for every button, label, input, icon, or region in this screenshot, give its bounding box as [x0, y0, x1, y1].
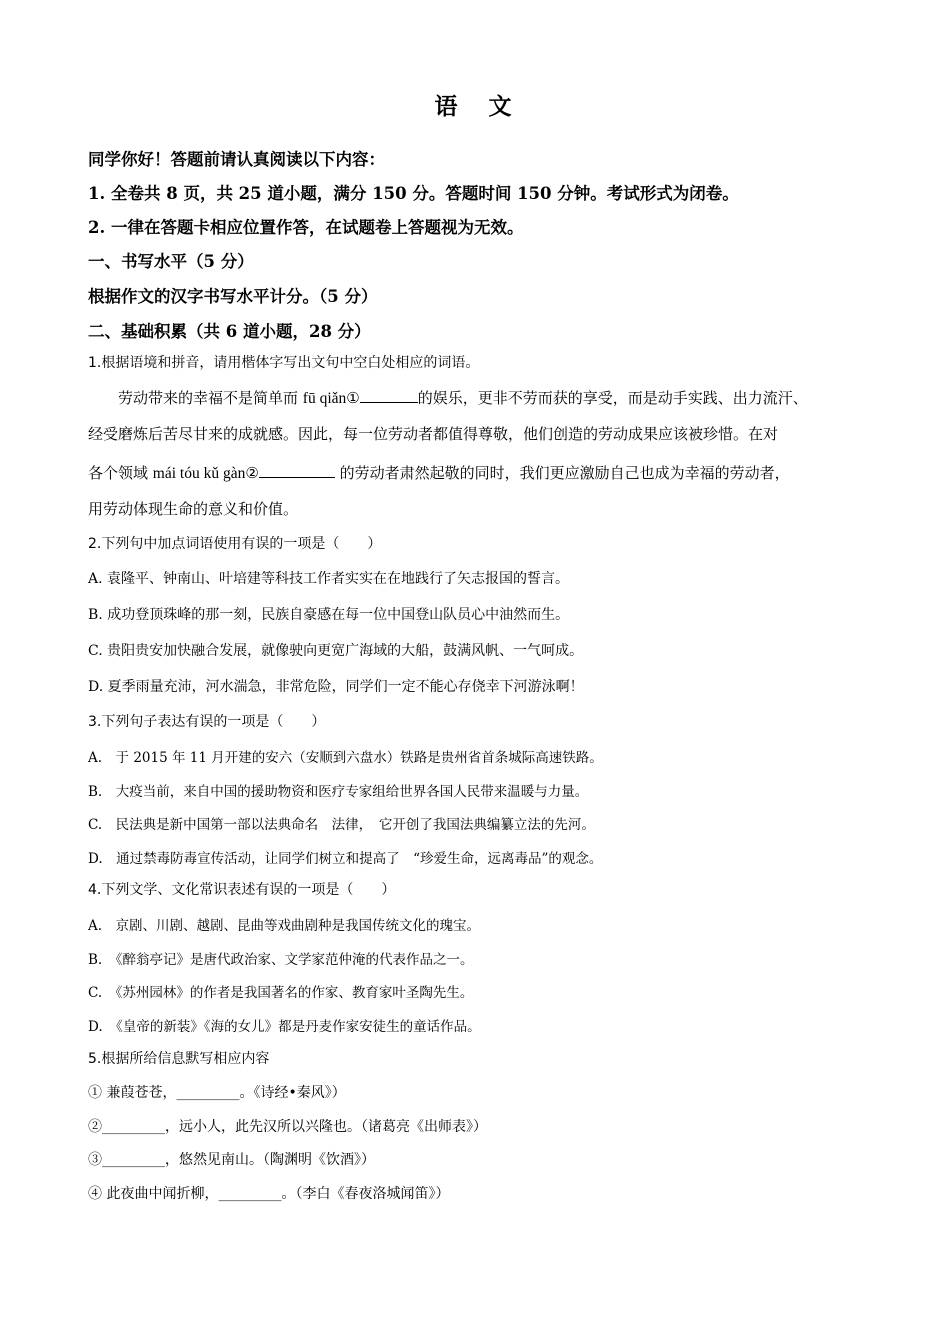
- blank-marker-2: ②: [245, 464, 259, 482]
- passage-text: 各个领域: [88, 464, 153, 482]
- question-3-option-d[interactable]: D. 通过禁毒防毒宣传活动，让同学们树立和提高了 “珍爱生命，远离毒品”的观念。: [88, 851, 603, 867]
- question-5-item-1[interactable]: ① 兼葭苍苍，_________。《诗经•秦风》）: [88, 1085, 346, 1101]
- question-4-prompt: 4.下列文学、文化常识表述有误的一项是（ ）: [88, 882, 396, 898]
- question-2-option-b[interactable]: B. 成功登顶珠峰的那一刻，民族自豪感在每一位中国登山队员心中油然而生。: [88, 607, 570, 623]
- intro-rule-1: 1. 全卷共 8 页，共 25 道小题，满分 150 分。答题时间 150 分钟。考试形式为闭卷。: [88, 184, 739, 203]
- question-5-item-2[interactable]: ②_________，远小人，此先汉所以兴隆也。（诸葛亮《出师表》）: [88, 1119, 487, 1135]
- section-1-text: 根据作文的汉字书写水平计分。（5 分）: [88, 287, 378, 306]
- intro-rule-2: 2. 一律在答题卡相应位置作答，在试题卷上答题视为无效。: [88, 218, 524, 237]
- pinyin-fu-qian: fū qiǎn: [302, 390, 347, 407]
- pinyin-mai-tou-ku-gan: mái tóu kǔ gàn: [152, 465, 246, 482]
- section-2-heading: 二、基础积累（共 6 道小题，28 分）: [88, 322, 371, 341]
- question-3-option-c[interactable]: C. 民法典是新中国第一部以法典命名 法律， 它开创了我国法典编纂立法的先河。: [88, 817, 595, 833]
- question-4-option-d[interactable]: D. 《皇帝的新装》《海的女儿》都是丹麦作家安徒生的童话作品。: [88, 1019, 481, 1035]
- passage-text: 劳动带来的幸福不是简单而: [118, 389, 303, 407]
- question-1-passage-line-3: [88, 461, 790, 483]
- question-1-passage-line-2: 经受磨炼后苦尽甘来的成就感。因此，每一位劳动者都值得尊敬，他们创造的劳动成果应该被珍惜。在对: [88, 425, 779, 443]
- question-3-prompt: 3.下列句子表达有误的一项是（ ）: [88, 714, 326, 730]
- page-title: 语 文: [434, 93, 516, 120]
- section-1-heading: 一、书写水平（5 分）: [88, 252, 254, 271]
- question-2-prompt: 2.下列句中加点词语使用有误的一项是（ ）: [88, 536, 382, 552]
- question-2-option-a[interactable]: A. 袁隆平、钟南山、叶培建等科技工作者实实在在地践行了矢志报国的誓言。: [88, 571, 570, 587]
- passage-text: 的娱乐，更非不劳而获的享受，而是动手实践、出力流汗、: [417, 389, 808, 407]
- question-5-item-4[interactable]: ④ 此夜曲中闻折柳，_________。（李白《春夜洛城闻笛》）: [88, 1186, 450, 1202]
- question-3-option-a[interactable]: A. 于 2015 年 11 月开建的安六（安顺到六盘水）铁路是贵州省首条城际高速铁路。: [88, 750, 603, 766]
- blank-marker-1: ①: [346, 389, 360, 407]
- answer-blank-2[interactable]: [259, 461, 335, 478]
- answer-blank-1[interactable]: [360, 386, 418, 403]
- question-2-option-c[interactable]: C. 贵阳贵安加快融合发展，就像驶向更宽广海域的大船，鼓满风帆、一气呵成。: [88, 643, 584, 659]
- question-1-passage-line-1: [118, 386, 808, 408]
- question-2-option-d[interactable]: D. 夏季雨量充沛，河水湍急，非常危险，同学们一定不能心存侥幸下河游泳啊！: [88, 679, 584, 695]
- question-5-prompt: 5.根据所给信息默写相应内容: [88, 1051, 270, 1067]
- passage-text: 的劳动者肃然起敬的同时，我们更应激励自己也成为幸福的劳动者，: [334, 464, 790, 482]
- question-1-prompt: 1.根据语境和拼音，请用楷体字写出文句中空白处相应的词语。: [88, 355, 480, 371]
- question-4-option-c[interactable]: C. 《苏州园林》的作者是我国著名的作家、教育家叶圣陶先生。: [88, 985, 474, 1001]
- question-1-passage-line-4: 用劳动体现生命的意义和价值。: [88, 500, 299, 518]
- question-5-item-3[interactable]: ③_________，悠然见南山。（陶渊明《饮酒》）: [88, 1152, 375, 1168]
- question-4-option-b[interactable]: B. 《醉翁亭记》是唐代政治家、文学家范仲淹的代表作品之一。: [88, 952, 474, 968]
- question-4-option-a[interactable]: A. 京剧、川剧、越剧、昆曲等戏曲剧种是我国传统文化的瑰宝。: [88, 918, 481, 934]
- question-3-option-b[interactable]: B. 大疫当前，来自中国的援助物资和医疗专家组给世界各国人民带来温暖与力量。: [88, 784, 589, 800]
- intro-greeting: 同学你好！答题前请认真阅读以下内容：: [88, 150, 385, 169]
